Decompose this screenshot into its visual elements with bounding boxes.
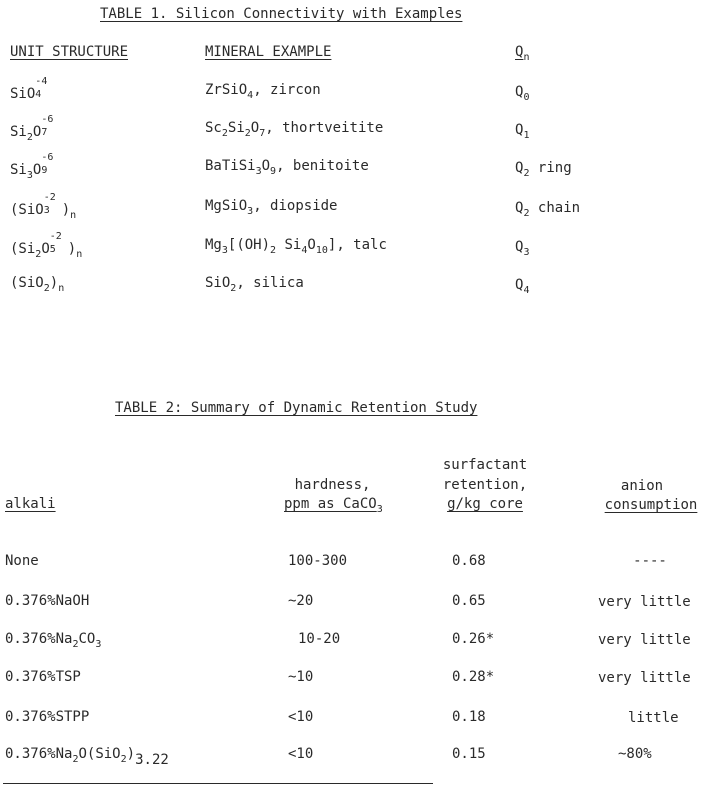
table1-row-mineral: ZrSiO$_4$, zircon bbox=[205, 82, 321, 101]
table2-row-retention: 0.28* bbox=[452, 669, 495, 685]
table2-header-hardness-l1: hardness, bbox=[294, 477, 371, 493]
table2-row-anion: ~80% bbox=[618, 746, 652, 762]
table1-row-q: $Q_3$ bbox=[515, 239, 530, 258]
table2-row-alkali: None bbox=[5, 553, 39, 569]
table1-title: TABLE 1. Silicon Connectivity with Examples bbox=[100, 6, 463, 22]
table2-header-surfactant-l3: g/kg core bbox=[447, 496, 523, 512]
table1-header-q: $Q_n$ bbox=[515, 44, 530, 63]
table1-row-q: $Q_2$ ring bbox=[515, 160, 572, 179]
table2-row-retention: 0.68 bbox=[452, 553, 486, 569]
table2-row-anion: very little bbox=[598, 632, 691, 648]
table1-row-mineral: $Sc_2Si_2O_7$, thortveitite bbox=[205, 120, 384, 139]
table2-header-surfactant-l1: surfactant bbox=[442, 457, 528, 473]
table2-row-anion: very little bbox=[598, 594, 691, 610]
table1-header-mineral: MINERAL EXAMPLE bbox=[205, 44, 332, 60]
table2-header-hardness-l2: ppm as CaCO$_3$ bbox=[284, 496, 383, 515]
table2-row-retention: 0.18 bbox=[452, 709, 486, 725]
table2-row-alkali: 0.376%NaOH bbox=[5, 593, 90, 609]
table2-header-surfactant-l2: retention, bbox=[442, 477, 528, 493]
table2-row-hardness: 100-300 bbox=[288, 553, 348, 569]
table2-row-hardness: ~10 bbox=[288, 669, 314, 685]
table2-row-alkali: 0.376%TSP bbox=[5, 669, 81, 685]
table2-row-hardness: 10-20 bbox=[298, 631, 341, 647]
table2-row-retention: 0.65 bbox=[452, 593, 486, 609]
table2-row-alkali: 0.376%STPP bbox=[5, 709, 90, 725]
table2-bottom-rule bbox=[3, 783, 433, 784]
table1-row-structure: $Si_3O$ -6 9 bbox=[10, 152, 54, 181]
table1-row-mineral: $Mg_3[(OH)_2$ $Si_4O_{10}$], talc bbox=[205, 237, 387, 256]
table1-row-mineral: $BaTiSi_3O_9$, benitoite bbox=[205, 158, 369, 177]
table1-row-q: $Q_4$ bbox=[515, 277, 530, 296]
table2-row-alkali: $0.376\%Na_2O(SiO_2)3.22$ bbox=[5, 746, 169, 768]
table2-row-retention: 0.26* bbox=[452, 631, 495, 647]
table1-row-structure: ($Si_2O$ -2 5 )$_n$ bbox=[10, 231, 83, 260]
table2-header-anion-l2: consumption bbox=[604, 497, 698, 513]
table1-row-structure: $(SiO_2)_n$ bbox=[10, 275, 65, 294]
table1-row-q: $Q_1$ bbox=[515, 122, 530, 141]
table1-row-structure: $Si_2O$ -6 7 bbox=[10, 114, 54, 143]
table2-row-retention: 0.15 bbox=[452, 746, 486, 762]
table1-row-mineral: MgSiO$_3$, diopside bbox=[205, 198, 338, 217]
table1-header-structure: UNIT STRUCTURE bbox=[10, 44, 129, 60]
table2-row-anion: little bbox=[628, 710, 679, 726]
table2-row-anion: ---- bbox=[633, 553, 667, 569]
table2-header-alkali: alkali bbox=[5, 496, 56, 512]
table2-header-anion-l1: anion bbox=[620, 478, 664, 494]
table2-row-hardness: <10 bbox=[288, 746, 314, 762]
table1-row-q: $Q_0$ bbox=[515, 84, 530, 103]
table2-row-hardness: <10 bbox=[288, 709, 314, 725]
table2-row-anion: very little bbox=[598, 670, 691, 686]
table1-row-structure: (SiO -2 3 )$_n$ bbox=[10, 192, 77, 221]
table2-title: TABLE 2: Summary of Dynamic Retention Study bbox=[115, 400, 478, 416]
table2-row-alkali: $0.376\%Na_2CO_3$ bbox=[5, 631, 102, 650]
table1-row-q: $Q_2$ chain bbox=[515, 200, 581, 219]
table1-row-structure: SiO -4 4 bbox=[10, 76, 48, 102]
table1-row-mineral: SiO$_2$, silica bbox=[205, 275, 304, 294]
table2-row-hardness: ~20 bbox=[288, 593, 314, 609]
